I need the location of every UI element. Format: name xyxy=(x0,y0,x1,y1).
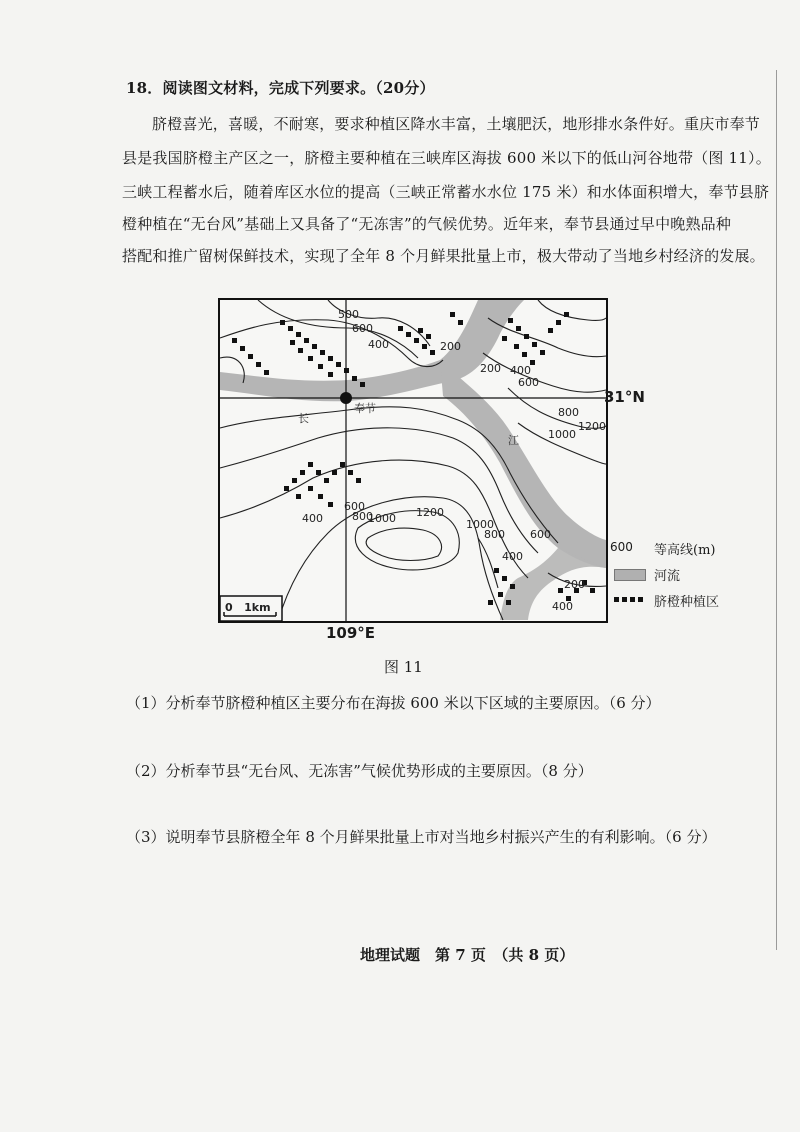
sub-question: （1）分析奉节脐橙种植区主要分布在海拔 600 米以下区域的主要原因。（6 分） xyxy=(126,694,661,712)
contour-label: 400 xyxy=(368,338,389,351)
margin-rule xyxy=(776,70,777,950)
river-label: 江 xyxy=(508,434,519,447)
contour-label: 400 xyxy=(510,364,531,377)
town-label: 奉节 xyxy=(354,402,376,415)
sub-question: （2）分析奉节县“无台风、无冻害”气候优势形成的主要原因。（8 分） xyxy=(126,762,593,780)
contour-label: 600 xyxy=(530,528,551,541)
contour-label: 200 xyxy=(480,362,501,375)
contour-label: 1000 xyxy=(368,512,396,525)
contour-label: 400 xyxy=(302,512,323,525)
contour-label: 600 xyxy=(352,322,373,335)
contour-label: 500 xyxy=(338,308,359,321)
contour-label: 200 xyxy=(564,578,585,591)
contour-label: 400 xyxy=(502,550,523,563)
page-footer: 地理试题 第 7 页 （共 8 页） xyxy=(360,946,575,964)
river-legend-icon xyxy=(610,566,650,582)
question-heading: 18．阅读图文材料，完成下列要求。（20分） xyxy=(126,79,435,97)
longitude-label: 109°E xyxy=(326,624,376,642)
sub-question: （3）说明奉节县脐橙全年 8 个月鲜果批量上市对当地乡村振兴产生的有利影响。（6 分） xyxy=(126,828,717,846)
paragraph-line: 脐橙喜光，喜暖，不耐寒，要求种植区降水丰富，土壤肥沃，地形排水条件好。重庆市奉节 xyxy=(152,115,761,133)
contour-label: 1200 xyxy=(416,506,444,519)
legend-label: 河流 xyxy=(654,568,681,584)
contour-label: 1200 xyxy=(578,420,606,433)
town-marker xyxy=(340,392,352,404)
paragraph-line: 搭配和推广留树保鲜技术，实现了全年 8 个月鲜果批量上市，极大带动了当地乡村经济的发展。 xyxy=(122,247,765,265)
topographic-map xyxy=(218,298,608,623)
legend-item-river xyxy=(610,561,719,587)
latitude-label: 31°N xyxy=(604,388,645,406)
legend-label: 等高线(m) xyxy=(654,542,716,558)
contour-label: 800 xyxy=(558,406,579,419)
paragraph-line: 三峡工程蓄水后，随着库区水位的提高（三峡正常蓄水水位 175 米）和水体面积增大，奉节县脐 xyxy=(122,183,770,201)
map-legend xyxy=(610,535,719,613)
legend-label: 脐橙种植区 xyxy=(654,594,720,610)
legend-item-contour xyxy=(610,535,719,561)
contour-label: 800 xyxy=(484,528,505,541)
contour-label: 400 xyxy=(552,600,573,613)
scale-label: 0 1km xyxy=(225,601,271,614)
figure-caption: 图 11 xyxy=(384,658,423,676)
contour-label: 1000 xyxy=(466,518,494,531)
contour-label: 800 xyxy=(352,510,373,523)
plantation-legend-icon xyxy=(610,592,650,608)
paragraph-line: 橙种植在“无台风”基础上又具备了“无冻害”的气候优势。近年来，奉节县通过早中晚熟品种 xyxy=(122,215,732,233)
contour-label: 200 xyxy=(440,340,461,353)
contour-label: 600 xyxy=(344,500,365,513)
contour-legend-icon: 600 xyxy=(610,540,633,554)
contour-label: 600 xyxy=(518,376,539,389)
contour-label: 1000 xyxy=(548,428,576,441)
paragraph-line: 县是我国脐橙主产区之一，脐橙主要种植在三峡库区海拔 600 米以下的低山河谷地带（图 11）。 xyxy=(122,149,771,167)
river-label: 长 xyxy=(298,412,309,425)
legend-item-orange xyxy=(610,587,719,613)
